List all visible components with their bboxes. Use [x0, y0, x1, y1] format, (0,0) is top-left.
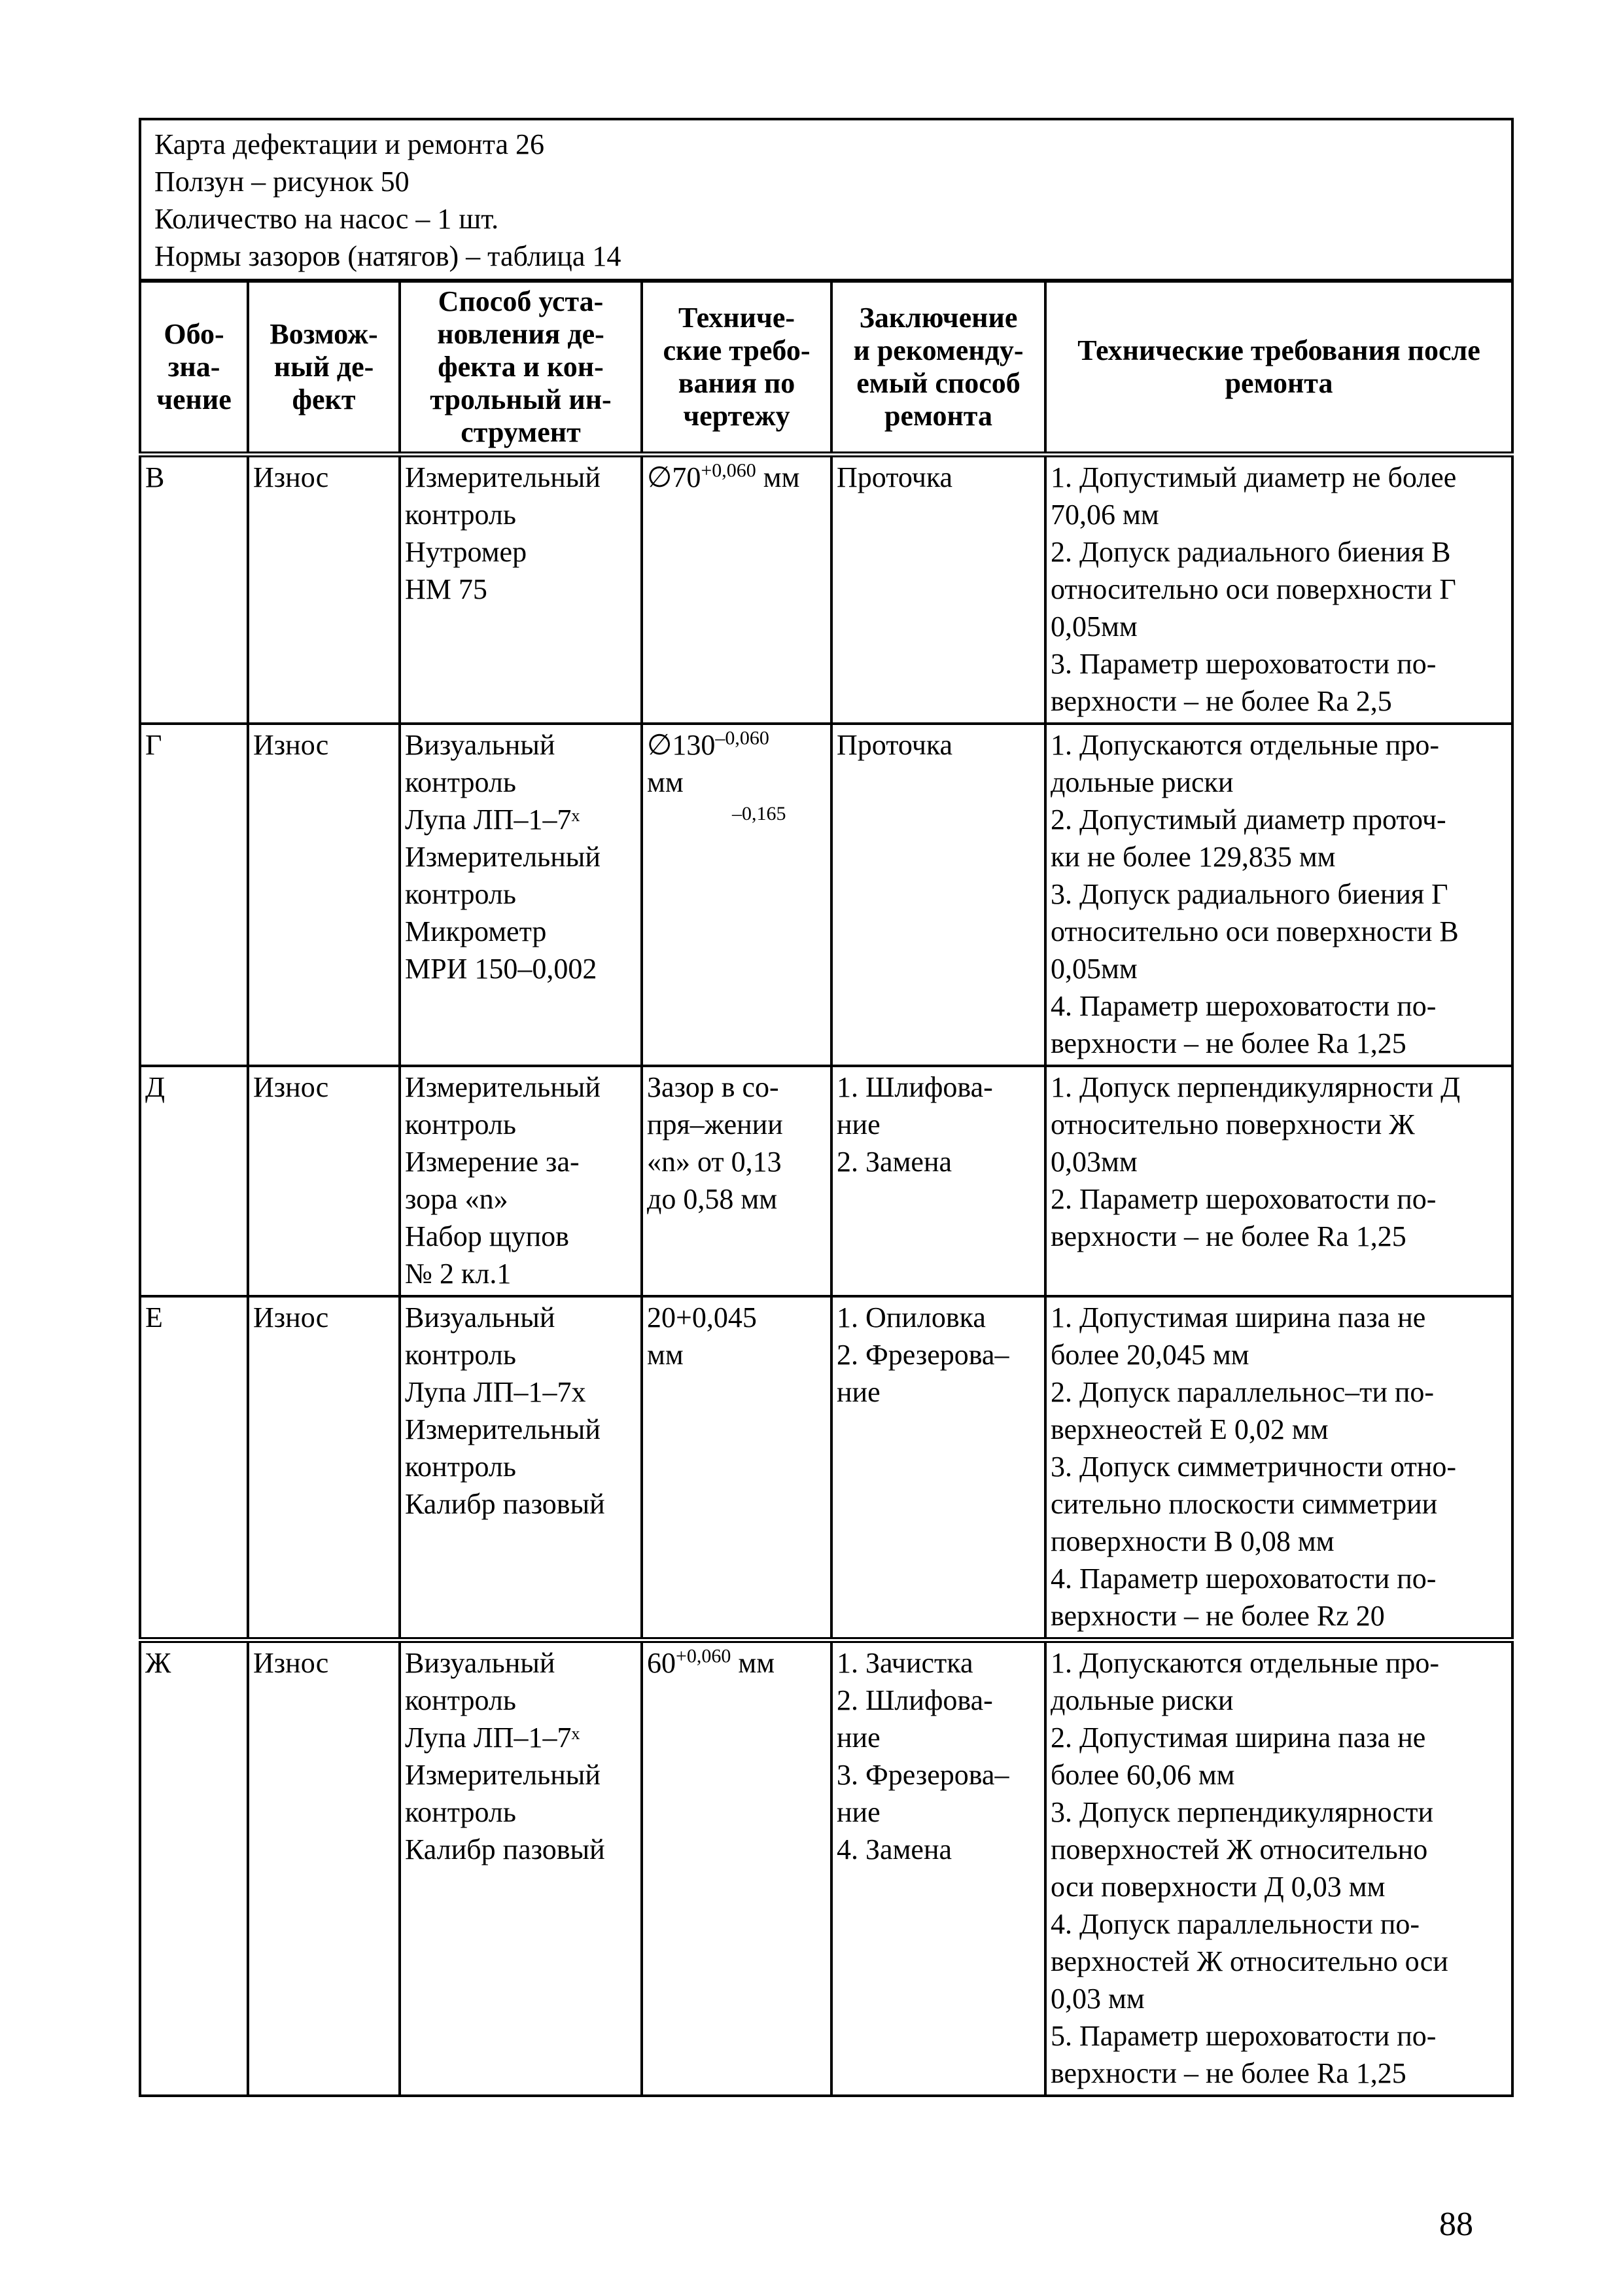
- card-title: Карта дефектации и ремонта 26: [154, 128, 544, 160]
- cell-conclusion: [831, 1066, 1045, 1296]
- part-name: Ползун – рисунок 50: [154, 166, 410, 198]
- conclusion-line: ние: [837, 1796, 881, 1828]
- after-repair-line: верхности – не более Ra 1,25: [1051, 2057, 1406, 2089]
- drawing-line: до 0,58 мм: [647, 1183, 778, 1215]
- table-row: [140, 1640, 1512, 2096]
- drawing-line: «n» от 0,13: [647, 1146, 782, 1178]
- after-repair-line: 1. Допускаются отдельные про-: [1051, 729, 1439, 761]
- cell-mark: Д: [140, 1066, 248, 1296]
- cell-conclusion: [831, 455, 1045, 724]
- after-repair-line: 1. Допустимая ширина паза не: [1051, 1301, 1426, 1333]
- after-repair-line: 4. Допуск параллельности по-: [1051, 1908, 1420, 1940]
- cell-drawing-requirement: [642, 1066, 831, 1296]
- col-header-method: [400, 281, 642, 455]
- after-repair-line: верхнеостей Е 0,02 мм: [1051, 1413, 1329, 1445]
- after-repair-line: 2. Допустимый диаметр проточ-: [1051, 804, 1446, 836]
- cell-after-repair: [1045, 1640, 1512, 2096]
- after-repair-line: относительно оси поверхности В: [1051, 915, 1459, 947]
- method-line: Нутромер: [405, 536, 527, 568]
- cell-conclusion: [831, 1296, 1045, 1640]
- drawing-line: мм: [647, 1339, 684, 1371]
- conclusion-line: 4. Замена: [837, 1833, 952, 1865]
- col-header-line: ские требо-: [663, 334, 811, 366]
- cell-method: [400, 1640, 642, 2096]
- drawing-line: Зазор в со-: [647, 1071, 779, 1103]
- cell-method: [400, 1066, 642, 1296]
- after-repair-line: более 60,06 мм: [1051, 1759, 1235, 1791]
- table-row: [140, 455, 1512, 724]
- table-row: [140, 1066, 1512, 1296]
- method-line: Калибр пазовый: [405, 1833, 605, 1865]
- tolerance-upper: –0,060: [715, 727, 769, 749]
- after-repair-line: поверхностей Ж относительно: [1051, 1833, 1428, 1865]
- method-line: контроль: [405, 1108, 516, 1140]
- tolerance-upper: +0,060: [676, 1645, 731, 1667]
- col-header-line: емый способ: [856, 367, 1021, 399]
- method-line: Визуальный: [405, 729, 555, 761]
- conclusion-line: Проточка: [837, 461, 953, 493]
- col-header-line: трольный ин-: [430, 383, 612, 415]
- col-header-line: фект: [292, 383, 356, 415]
- method-line: Лупа ЛП–1–7ˣ: [405, 804, 580, 836]
- after-repair-line: 2. Допуск радиального биения В: [1051, 536, 1451, 568]
- after-repair-line: 0,03мм: [1051, 1146, 1138, 1178]
- drawing-unit: мм: [647, 766, 684, 798]
- col-header-line: Технические требования после: [1077, 334, 1480, 366]
- cell-mark: Г: [140, 724, 248, 1066]
- col-header-line: ремонта: [884, 400, 992, 432]
- after-repair-line: верхности – не более Rz 20: [1051, 1600, 1385, 1632]
- col-header-line: фекта и кон-: [438, 351, 604, 383]
- after-repair-line: верхности – не более Ra 1,25: [1051, 1220, 1406, 1252]
- after-repair-line: оси поверхности Д 0,03 мм: [1051, 1871, 1386, 1903]
- conclusion-line: 3. Фрезерова–: [837, 1759, 1009, 1791]
- cell-drawing-requirement: [642, 455, 831, 724]
- after-repair-line: 1. Допускаются отдельные про-: [1051, 1647, 1439, 1679]
- cell-drawing-requirement: [642, 724, 831, 1066]
- after-repair-line: 1. Допуск перпендикулярности Д: [1051, 1071, 1461, 1103]
- after-repair-line: 0,05мм: [1051, 953, 1138, 985]
- method-line: Микрометр: [405, 915, 547, 947]
- method-line: контроль: [405, 1339, 516, 1371]
- method-line: Измерительный: [405, 1759, 601, 1791]
- conclusion-line: 1. Шлифова-: [837, 1071, 993, 1103]
- col-header-line: Возмож-: [270, 318, 378, 350]
- after-repair-line: верхности – не более Ra 1,25: [1051, 1027, 1406, 1059]
- after-repair-line: дольные риски: [1051, 766, 1234, 798]
- col-header-line: Способ уста-: [438, 285, 604, 317]
- cell-method: [400, 1296, 642, 1640]
- conclusion-line: 1. Опиловка: [837, 1301, 986, 1333]
- cell-defect: Износ: [248, 1640, 400, 2096]
- drawing-value: $\emptyset 70^{+0,060}$ мм: [647, 459, 800, 493]
- cell-method: [400, 724, 642, 1066]
- table-row: [140, 724, 1512, 1066]
- cell-defect: Износ: [248, 724, 400, 1066]
- method-line: контроль: [405, 499, 516, 531]
- defect-repair-card-table: [139, 118, 1514, 2097]
- col-header-line: вания по: [678, 367, 795, 399]
- cell-defect: Износ: [248, 1296, 400, 1640]
- cell-conclusion: [831, 1640, 1045, 2096]
- after-repair-line: 70,06 мм: [1051, 499, 1159, 531]
- after-repair-line: относительно оси поверхности Г: [1051, 573, 1456, 605]
- method-line: Измерительный: [405, 1413, 601, 1445]
- cell-after-repair: [1045, 455, 1512, 724]
- after-repair-line: 2. Параметр шероховатости по-: [1051, 1183, 1437, 1215]
- conclusion-line: 2. Шлифова-: [837, 1684, 993, 1716]
- method-line: зора «n»: [405, 1183, 508, 1215]
- method-line: контроль: [405, 878, 516, 910]
- column-headers: [140, 281, 1512, 455]
- drawing-value: $60^{+0,060}$ мм: [647, 1645, 775, 1679]
- quantity-per-pump: Количество на насос – 1 шт.: [154, 203, 499, 235]
- cell-defect: Износ: [248, 455, 400, 724]
- after-repair-line: поверхности В 0,08 мм: [1051, 1525, 1335, 1557]
- cell-after-repair: [1045, 1066, 1512, 1296]
- after-repair-line: сительно плоскости симметрии: [1051, 1488, 1438, 1520]
- conclusion-line: Проточка: [837, 729, 953, 761]
- after-repair-line: 3. Допуск симметричности отно-: [1051, 1451, 1456, 1483]
- cell-defect: Износ: [248, 1066, 400, 1296]
- col-header-line: чение: [156, 383, 232, 415]
- cell-drawing-requirement: [642, 1296, 831, 1640]
- col-header-line: ремонта: [1225, 367, 1333, 399]
- method-line: Измерение за-: [405, 1146, 580, 1178]
- col-header-line: ный де-: [273, 351, 374, 383]
- drawing-value: $\emptyset 130^{-0,060}$: [647, 727, 769, 761]
- col-header-line: Обо-: [164, 318, 224, 350]
- col-header-conclusion: [831, 281, 1045, 455]
- col-header-line: струмент: [461, 416, 581, 448]
- conclusion-line: ние: [837, 1722, 881, 1754]
- after-repair-line: 4. Параметр шероховатости по-: [1051, 990, 1437, 1022]
- method-line: Лупа ЛП–1–7x: [405, 1376, 586, 1408]
- after-repair-line: верхности – не более Ra 2,5: [1051, 685, 1392, 717]
- method-line: Визуальный: [405, 1301, 555, 1333]
- table-row: [140, 1296, 1512, 1640]
- cell-after-repair: [1045, 724, 1512, 1066]
- conclusion-line: 2. Фрезерова–: [837, 1339, 1009, 1371]
- col-header-line: Техниче-: [678, 302, 795, 334]
- conclusion-line: 1. Зачистка: [837, 1647, 973, 1679]
- cell-drawing-requirement: [642, 1640, 831, 2096]
- col-header-line: новления де-: [437, 318, 604, 350]
- col-header-defect: [248, 281, 400, 455]
- method-line: Набор щупов: [405, 1220, 569, 1252]
- after-repair-line: 0,03 мм: [1051, 1983, 1145, 2015]
- col-header-line: Заключение: [859, 302, 1018, 334]
- col-header-mark: [140, 281, 248, 455]
- col-header-line: зна-: [167, 351, 220, 383]
- method-line: Измерительный: [405, 461, 601, 493]
- cell-after-repair: [1045, 1296, 1512, 1640]
- after-repair-line: 2. Допуск параллельнос–ти по-: [1051, 1376, 1435, 1408]
- card-header: [140, 119, 1512, 281]
- after-repair-line: 3. Допуск перпендикулярности: [1051, 1796, 1434, 1828]
- col-header-line: и рекоменду-: [853, 334, 1024, 366]
- drawing-line: 20+0,045: [647, 1301, 757, 1333]
- method-line: контроль: [405, 1684, 516, 1716]
- cell-mark: Е: [140, 1296, 248, 1640]
- after-repair-line: 5. Параметр шероховатости по-: [1051, 2020, 1437, 2052]
- cell-mark: Ж: [140, 1640, 248, 2096]
- drawing-line: пря–жении: [647, 1108, 783, 1140]
- after-repair-line: ки не более 129,835 мм: [1051, 841, 1336, 873]
- clearance-norms-ref: Нормы зазоров (натягов) – таблица 14: [154, 240, 621, 272]
- method-line: Лупа ЛП–1–7ˣ: [405, 1722, 580, 1754]
- method-line: № 2 кл.1: [405, 1258, 512, 1290]
- conclusion-line: 2. Замена: [837, 1146, 952, 1178]
- page-number: 88: [1439, 2206, 1473, 2243]
- after-repair-line: 3. Параметр шероховатости по-: [1051, 648, 1437, 680]
- cell-mark: В: [140, 455, 248, 724]
- method-line: Калибр пазовый: [405, 1488, 605, 1520]
- col-header-line: чертежу: [683, 400, 790, 432]
- after-repair-line: 4. Параметр шероховатости по-: [1051, 1563, 1437, 1595]
- after-repair-line: 1. Допустимый диаметр не более: [1051, 461, 1457, 493]
- col-header-drawing: [642, 281, 831, 455]
- method-line: контроль: [405, 1451, 516, 1483]
- after-repair-line: 0,05мм: [1051, 610, 1138, 643]
- method-line: контроль: [405, 766, 516, 798]
- method-line: контроль: [405, 1796, 516, 1828]
- after-repair-line: 3. Допуск радиального биения Г: [1051, 878, 1448, 910]
- after-repair-line: 2. Допустимая ширина паза не: [1051, 1722, 1426, 1754]
- after-repair-line: дольные риски: [1051, 1684, 1234, 1716]
- after-repair-line: относительно поверхности Ж: [1051, 1108, 1415, 1140]
- after-repair-line: более 20,045 мм: [1051, 1339, 1249, 1371]
- conclusion-line: ние: [837, 1376, 881, 1408]
- conclusion-line: ние: [837, 1108, 881, 1140]
- method-line: Измерительный: [405, 841, 601, 873]
- tolerance-lower: –0,165: [732, 803, 786, 824]
- cell-method: [400, 455, 642, 724]
- cell-conclusion: [831, 724, 1045, 1066]
- method-line: Измерительный: [405, 1071, 601, 1103]
- method-line: МРИ 150–0,002: [405, 953, 597, 985]
- tolerance-upper: +0,060: [701, 459, 756, 482]
- after-repair-line: верхностей Ж относительно оси: [1051, 1945, 1448, 1977]
- col-header-after-repair: [1045, 281, 1512, 455]
- method-line: Визуальный: [405, 1647, 555, 1679]
- method-line: НМ 75: [405, 573, 487, 605]
